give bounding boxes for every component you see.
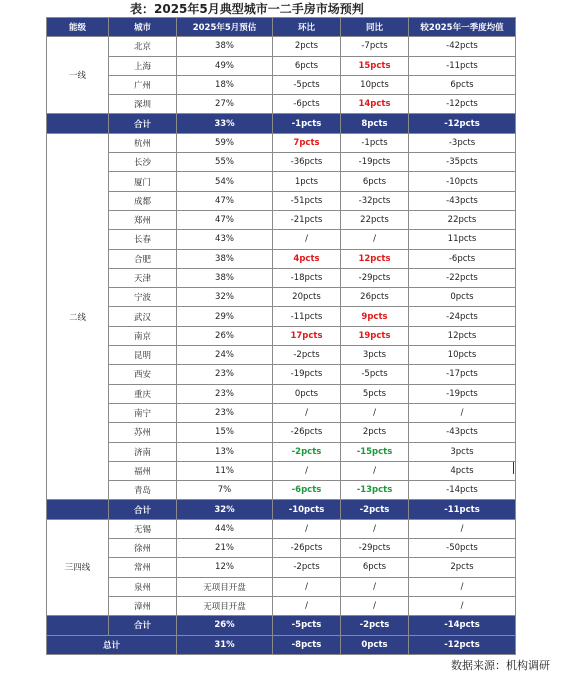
grand-total-yoy: 0pcts <box>341 635 409 654</box>
estimate-cell: 无项目开盘 <box>177 577 273 596</box>
city-cell: 苏州 <box>109 423 177 442</box>
city-cell: 天津 <box>109 268 177 287</box>
header-mom: 环比 <box>273 18 341 37</box>
vs-q1-cell: 22pcts <box>409 210 516 229</box>
mom-cell: -18pcts <box>273 268 341 287</box>
estimate-cell: 24% <box>177 346 273 365</box>
table-row <box>47 596 516 615</box>
tier-blank-cell <box>47 114 109 133</box>
estimate-cell: 32% <box>177 288 273 307</box>
yoy-cell: -1pcts <box>341 133 409 152</box>
text-cursor <box>513 462 514 474</box>
subtotal-label: 合计 <box>109 616 177 635</box>
tier-blank-cell <box>47 500 109 519</box>
estimate-cell: 26% <box>177 326 273 345</box>
city-cell: 漳州 <box>109 596 177 615</box>
table-row <box>47 172 516 191</box>
grand-total-vs-q1: -12pcts <box>409 635 516 654</box>
subtotal-row <box>47 114 516 133</box>
yoy-cell: -19pcts <box>341 153 409 172</box>
table-row <box>47 384 516 403</box>
table-row <box>47 403 516 422</box>
subtotal-vs-q1: -11pcts <box>409 500 516 519</box>
vs-q1-cell: -11pcts <box>409 56 516 75</box>
estimate-cell: 无项目开盘 <box>177 596 273 615</box>
table-row <box>47 37 516 56</box>
mom-cell: / <box>273 230 341 249</box>
mom-cell: 1pcts <box>273 172 341 191</box>
estimate-cell: 49% <box>177 56 273 75</box>
yoy-cell: / <box>341 596 409 615</box>
header-row <box>47 18 516 37</box>
table-row <box>47 249 516 268</box>
yoy-cell: 15pcts <box>341 56 409 75</box>
yoy-cell: 19pcts <box>341 326 409 345</box>
yoy-cell: 5pcts <box>341 384 409 403</box>
table-row <box>47 346 516 365</box>
mom-cell: -51pcts <box>273 191 341 210</box>
subtotal-mom: -10pcts <box>273 500 341 519</box>
vs-q1-cell: -6pcts <box>409 249 516 268</box>
estimate-cell: 59% <box>177 133 273 152</box>
vs-q1-cell: 3pcts <box>409 442 516 461</box>
city-cell: 深圳 <box>109 95 177 114</box>
subtotal-estimate: 33% <box>177 114 273 133</box>
city-cell: 宁波 <box>109 288 177 307</box>
vs-q1-cell: -24pcts <box>409 307 516 326</box>
estimate-cell: 21% <box>177 539 273 558</box>
vs-q1-cell: 11pcts <box>409 230 516 249</box>
vs-q1-cell: / <box>409 596 516 615</box>
yoy-cell: 22pcts <box>341 210 409 229</box>
city-cell: 南京 <box>109 326 177 345</box>
vs-q1-cell: 0pcts <box>409 288 516 307</box>
header-yoy: 同比 <box>341 18 409 37</box>
yoy-cell: 26pcts <box>341 288 409 307</box>
estimate-cell: 13% <box>177 442 273 461</box>
vs-q1-cell: / <box>409 519 516 538</box>
mom-cell: -2pcts <box>273 442 341 461</box>
mom-cell: -11pcts <box>273 307 341 326</box>
header-city: 城市 <box>109 18 177 37</box>
mom-cell: -6pcts <box>273 95 341 114</box>
mom-cell: -21pcts <box>273 210 341 229</box>
table-row <box>47 191 516 210</box>
vs-q1-cell: 2pcts <box>409 558 516 577</box>
table-row <box>47 268 516 287</box>
estimate-cell: 29% <box>177 307 273 326</box>
yoy-cell: -15pcts <box>341 442 409 461</box>
table-row <box>47 288 516 307</box>
table-row <box>47 481 516 500</box>
city-cell: 广州 <box>109 75 177 94</box>
yoy-cell: 9pcts <box>341 307 409 326</box>
mom-cell: -5pcts <box>273 75 341 94</box>
city-cell: 成都 <box>109 191 177 210</box>
mom-cell: -2pcts <box>273 558 341 577</box>
subtotal-mom: -1pcts <box>273 114 341 133</box>
header-estimate: 2025年5月预估 <box>177 18 273 37</box>
estimate-cell: 43% <box>177 230 273 249</box>
table-row <box>47 577 516 596</box>
vs-q1-cell: -3pcts <box>409 133 516 152</box>
subtotal-vs-q1: -14pcts <box>409 616 516 635</box>
yoy-cell: -32pcts <box>341 191 409 210</box>
tier-blank-cell <box>47 616 109 635</box>
vs-q1-cell: -42pcts <box>409 37 516 56</box>
subtotal-vs-q1: -12pcts <box>409 114 516 133</box>
subtotal-mom: -5pcts <box>273 616 341 635</box>
estimate-cell: 23% <box>177 365 273 384</box>
vs-q1-cell: -35pcts <box>409 153 516 172</box>
yoy-cell: 10pcts <box>341 75 409 94</box>
subtotal-row <box>47 616 516 635</box>
estimate-cell: 38% <box>177 268 273 287</box>
subtotal-yoy: -2pcts <box>341 500 409 519</box>
table-row <box>47 365 516 384</box>
estimate-cell: 18% <box>177 75 273 94</box>
yoy-cell: / <box>341 461 409 480</box>
estimate-cell: 38% <box>177 249 273 268</box>
table-row <box>47 95 516 114</box>
mom-cell: 6pcts <box>273 56 341 75</box>
city-cell: 长春 <box>109 230 177 249</box>
yoy-cell: -7pcts <box>341 37 409 56</box>
city-cell: 上海 <box>109 56 177 75</box>
header-tier: 能级 <box>47 18 109 37</box>
estimate-cell: 23% <box>177 384 273 403</box>
city-cell: 厦门 <box>109 172 177 191</box>
city-cell: 济南 <box>109 442 177 461</box>
vs-q1-cell: / <box>409 577 516 596</box>
table-row <box>47 558 516 577</box>
mom-cell: 7pcts <box>273 133 341 152</box>
mom-cell: 2pcts <box>273 37 341 56</box>
city-cell: 无锡 <box>109 519 177 538</box>
estimate-cell: 15% <box>177 423 273 442</box>
vs-q1-cell: / <box>409 403 516 422</box>
vs-q1-cell: -43pcts <box>409 423 516 442</box>
mom-cell: / <box>273 596 341 615</box>
table-row <box>47 423 516 442</box>
yoy-cell: -13pcts <box>341 481 409 500</box>
yoy-cell: / <box>341 230 409 249</box>
table-title: 表：2025年5月典型城市一二手房市场预判 <box>130 2 364 16</box>
mom-cell: 0pcts <box>273 384 341 403</box>
subtotal-yoy: -2pcts <box>341 616 409 635</box>
yoy-cell: -5pcts <box>341 365 409 384</box>
subtotal-yoy: 8pcts <box>341 114 409 133</box>
estimate-cell: 54% <box>177 172 273 191</box>
vs-q1-cell: 10pcts <box>409 346 516 365</box>
grand-total-label: 总计 <box>47 635 177 654</box>
estimate-cell: 23% <box>177 403 273 422</box>
subtotal-row <box>47 500 516 519</box>
yoy-cell: -29pcts <box>341 539 409 558</box>
city-cell: 合肥 <box>109 249 177 268</box>
yoy-cell: / <box>341 403 409 422</box>
city-cell: 南宁 <box>109 403 177 422</box>
vs-q1-cell: -14pcts <box>409 481 516 500</box>
subtotal-estimate: 32% <box>177 500 273 519</box>
table-row <box>47 210 516 229</box>
table-row <box>47 461 516 480</box>
table-body <box>47 37 516 655</box>
mom-cell: / <box>273 577 341 596</box>
estimate-cell: 38% <box>177 37 273 56</box>
tier-cell: 二线 <box>47 133 109 500</box>
vs-q1-cell: -22pcts <box>409 268 516 287</box>
city-cell: 常州 <box>109 558 177 577</box>
yoy-cell: / <box>341 577 409 596</box>
city-cell: 郑州 <box>109 210 177 229</box>
table-row <box>47 153 516 172</box>
mom-cell: 4pcts <box>273 249 341 268</box>
subtotal-label: 合计 <box>109 500 177 519</box>
vs-q1-cell: -12pcts <box>409 95 516 114</box>
tier-cell: 三四线 <box>47 519 109 615</box>
yoy-cell: 6pcts <box>341 172 409 191</box>
mom-cell: -26pcts <box>273 539 341 558</box>
estimate-cell: 12% <box>177 558 273 577</box>
estimate-cell: 47% <box>177 210 273 229</box>
mom-cell: -36pcts <box>273 153 341 172</box>
mom-cell: -26pcts <box>273 423 341 442</box>
subtotal-label: 合计 <box>109 114 177 133</box>
mom-cell: / <box>273 461 341 480</box>
vs-q1-cell: 12pcts <box>409 326 516 345</box>
table-row <box>47 539 516 558</box>
vs-q1-cell: -17pcts <box>409 365 516 384</box>
vs-q1-cell: -43pcts <box>409 191 516 210</box>
mom-cell: 20pcts <box>273 288 341 307</box>
city-cell: 昆明 <box>109 346 177 365</box>
grand-total-estimate: 31% <box>177 635 273 654</box>
city-cell: 青岛 <box>109 481 177 500</box>
vs-q1-cell: 4pcts <box>409 461 516 480</box>
mom-cell: / <box>273 519 341 538</box>
yoy-cell: 3pcts <box>341 346 409 365</box>
market-forecast-table <box>46 17 516 655</box>
table-row <box>47 75 516 94</box>
grand-total-mom: -8pcts <box>273 635 341 654</box>
city-cell: 武汉 <box>109 307 177 326</box>
yoy-cell: / <box>341 519 409 538</box>
city-cell: 长沙 <box>109 153 177 172</box>
city-cell: 北京 <box>109 37 177 56</box>
estimate-cell: 47% <box>177 191 273 210</box>
data-source: 数据来源：机构调研 <box>451 659 550 672</box>
table-row <box>47 230 516 249</box>
city-cell: 徐州 <box>109 539 177 558</box>
city-cell: 西安 <box>109 365 177 384</box>
estimate-cell: 27% <box>177 95 273 114</box>
subtotal-estimate: 26% <box>177 616 273 635</box>
city-cell: 重庆 <box>109 384 177 403</box>
mom-cell: -19pcts <box>273 365 341 384</box>
estimate-cell: 55% <box>177 153 273 172</box>
header-vs-q1: 较2025年一季度均值 <box>409 18 516 37</box>
yoy-cell: 6pcts <box>341 558 409 577</box>
table-row <box>47 442 516 461</box>
vs-q1-cell: -10pcts <box>409 172 516 191</box>
tier-cell: 一线 <box>47 37 109 114</box>
mom-cell: 17pcts <box>273 326 341 345</box>
vs-q1-cell: 6pcts <box>409 75 516 94</box>
table-row <box>47 133 516 152</box>
vs-q1-cell: -50pcts <box>409 539 516 558</box>
city-cell: 杭州 <box>109 133 177 152</box>
estimate-cell: 7% <box>177 481 273 500</box>
table-row <box>47 326 516 345</box>
mom-cell: -2pcts <box>273 346 341 365</box>
yoy-cell: 14pcts <box>341 95 409 114</box>
city-cell: 泉州 <box>109 577 177 596</box>
estimate-cell: 44% <box>177 519 273 538</box>
yoy-cell: -29pcts <box>341 268 409 287</box>
yoy-cell: 12pcts <box>341 249 409 268</box>
table-row <box>47 307 516 326</box>
table-row <box>47 519 516 538</box>
mom-cell: / <box>273 403 341 422</box>
vs-q1-cell: -19pcts <box>409 384 516 403</box>
grand-total-row <box>47 635 516 654</box>
mom-cell: -6pcts <box>273 481 341 500</box>
yoy-cell: 2pcts <box>341 423 409 442</box>
table-row <box>47 56 516 75</box>
estimate-cell: 11% <box>177 461 273 480</box>
city-cell: 福州 <box>109 461 177 480</box>
